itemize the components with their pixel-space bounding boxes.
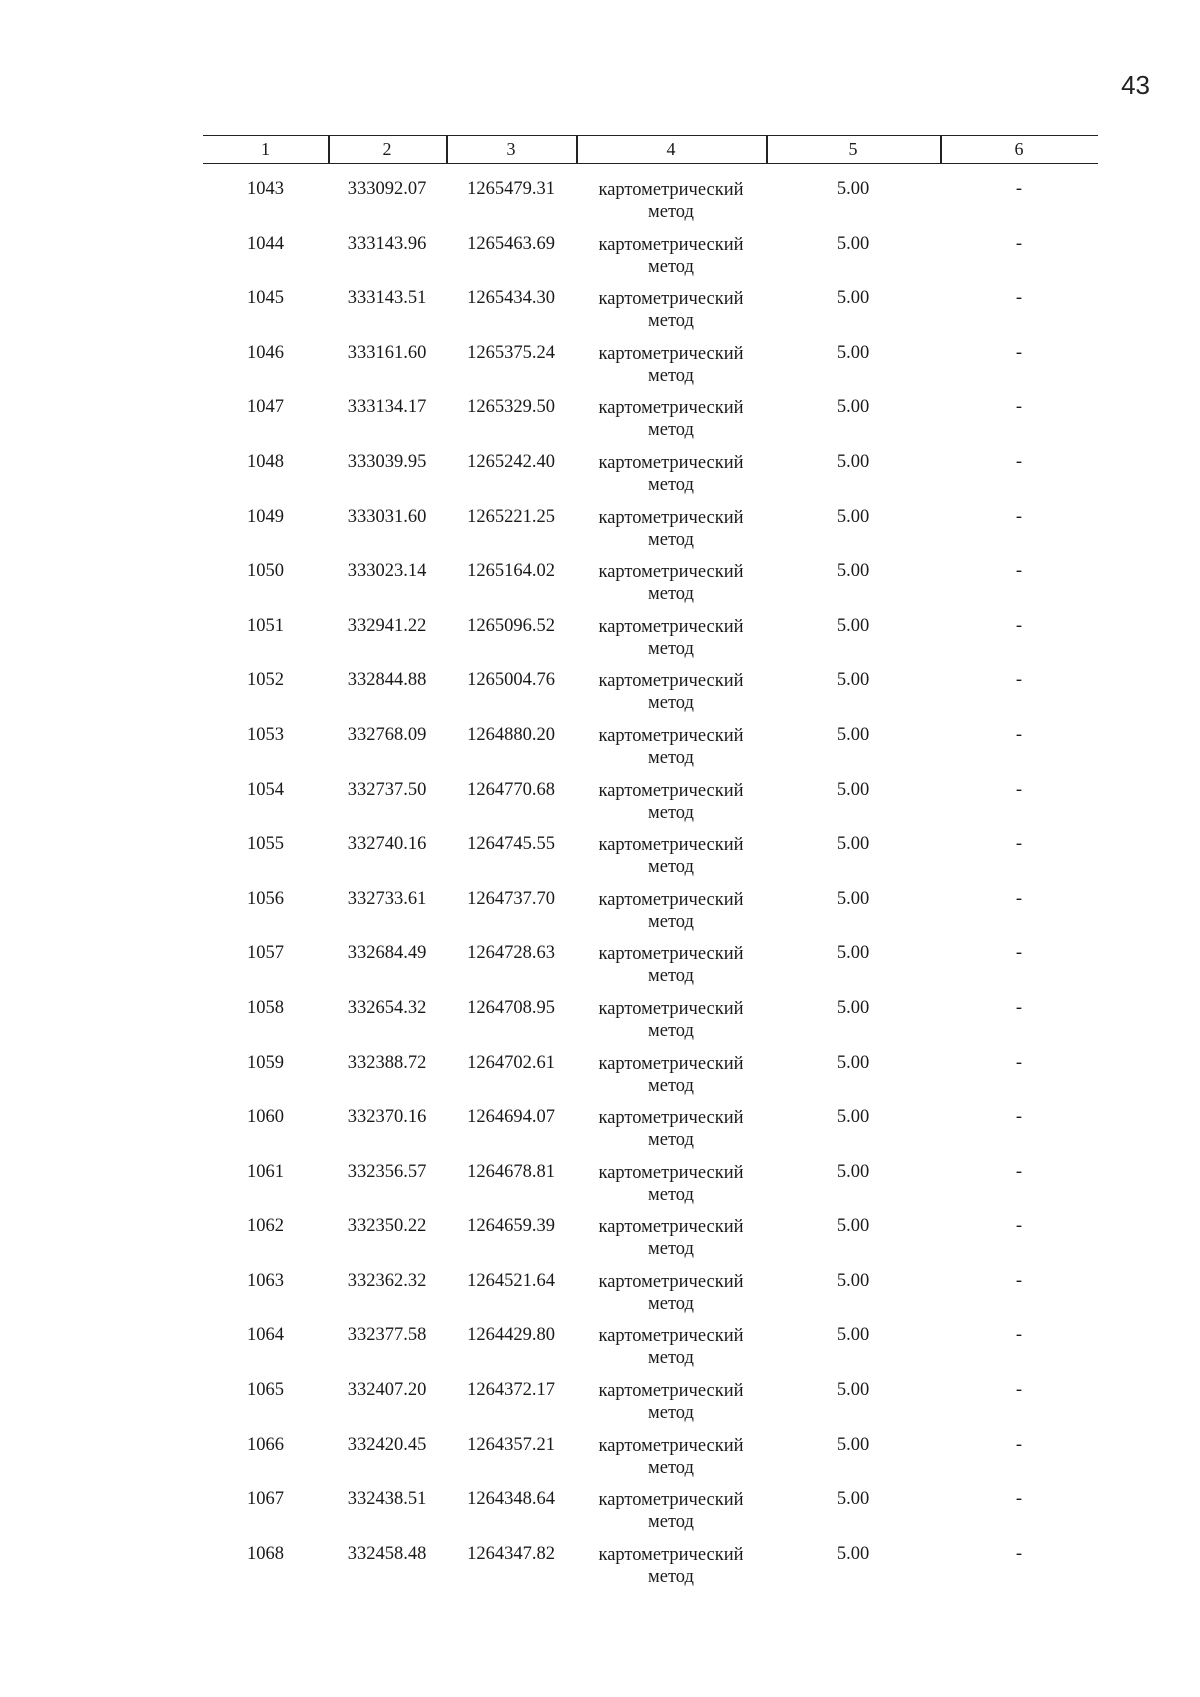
table-row <box>203 834 1098 889</box>
error-value: 5.00 <box>836 1052 870 1073</box>
method-cell <box>576 397 766 441</box>
coordinate-y: 1264728.63 <box>467 943 555 964</box>
point-id: 1048 <box>247 451 284 472</box>
point-id: 1067 <box>247 1489 284 1510</box>
table-row <box>203 1489 1098 1544</box>
point-id: 1057 <box>247 943 284 964</box>
note-value: - <box>1015 1107 1023 1128</box>
method-line-1: картометрический <box>598 234 744 255</box>
point-id: 1060 <box>247 1107 284 1128</box>
table-row <box>203 943 1098 998</box>
table-row <box>203 1435 1098 1490</box>
method-line-1: картометрический <box>598 889 744 910</box>
coordinate-x: 332768.09 <box>347 724 427 745</box>
method-line-2: метод <box>648 1239 694 1260</box>
point-id: 1045 <box>247 288 284 309</box>
table-row <box>203 561 1098 616</box>
error-value: 5.00 <box>836 1107 870 1128</box>
method-line-2: метод <box>648 256 694 277</box>
coordinate-y: 1265221.25 <box>467 506 555 527</box>
error-value: 5.00 <box>836 1325 870 1346</box>
note-value: - <box>1015 724 1023 745</box>
coordinate-x: 332350.22 <box>347 1216 427 1237</box>
coordinate-y: 1265479.31 <box>467 179 555 199</box>
coordinate-x: 333143.96 <box>347 233 427 254</box>
method-line-2: метод <box>648 693 694 714</box>
table-row <box>203 1162 1098 1217</box>
note-value: - <box>1015 1543 1023 1564</box>
error-value: 5.00 <box>836 397 870 418</box>
method-cell <box>576 1216 766 1260</box>
method-cell <box>576 1162 766 1206</box>
method-line-2: метод <box>648 747 694 768</box>
coordinate-y: 1265242.40 <box>467 451 555 472</box>
method-cell <box>576 998 766 1042</box>
table-row <box>203 452 1098 507</box>
table-row <box>203 1544 1098 1599</box>
point-id: 1050 <box>247 561 284 582</box>
method-cell <box>576 670 766 714</box>
coordinate-x: 333134.17 <box>347 397 427 418</box>
point-id: 1051 <box>247 615 284 636</box>
table-row <box>203 397 1098 452</box>
point-id: 1065 <box>247 1380 284 1401</box>
method-line-1: картометрический <box>598 998 744 1019</box>
point-id: 1056 <box>247 888 284 909</box>
method-line-1: картометрический <box>598 835 744 856</box>
method-cell <box>576 507 766 551</box>
method-line-2: метод <box>648 1130 694 1151</box>
method-line-1: картометрический <box>598 1490 744 1511</box>
method-line-2: метод <box>648 966 694 987</box>
error-value: 5.00 <box>836 1543 870 1564</box>
method-cell <box>576 834 766 878</box>
method-line-1: картометрический <box>598 1108 744 1129</box>
point-id: 1059 <box>247 1052 284 1073</box>
point-id: 1047 <box>247 397 284 418</box>
table-row <box>203 1216 1098 1271</box>
point-id: 1054 <box>247 779 284 800</box>
method-line-2: метод <box>648 911 694 932</box>
method-line-1: картометрический <box>598 1326 744 1347</box>
error-value: 5.00 <box>836 342 870 363</box>
coordinate-y: 1265463.69 <box>467 233 555 254</box>
note-value: - <box>1015 779 1023 800</box>
method-line-2: метод <box>648 1348 694 1369</box>
coordinate-y: 1264737.70 <box>467 888 555 909</box>
point-id: 1049 <box>247 506 284 527</box>
coordinate-x: 332684.49 <box>347 943 427 964</box>
error-value: 5.00 <box>836 997 870 1018</box>
point-id: 1061 <box>247 1161 284 1182</box>
method-line-1: картометрический <box>598 507 744 528</box>
method-cell <box>576 1107 766 1151</box>
method-line-1: картометрический <box>598 1381 744 1402</box>
error-value: 5.00 <box>836 615 870 636</box>
table-row <box>203 1053 1098 1108</box>
method-cell <box>576 1325 766 1369</box>
coordinate-x: 332733.61 <box>347 888 427 909</box>
method-line-1: картометрический <box>598 944 744 965</box>
method-line-1: картометрический <box>598 398 744 419</box>
note-value: - <box>1015 670 1023 691</box>
coordinate-x: 333039.95 <box>347 451 427 472</box>
method-cell <box>576 343 766 387</box>
coordinate-x: 332388.72 <box>347 1052 427 1073</box>
coordinate-y: 1265164.02 <box>467 561 555 582</box>
table-row <box>203 780 1098 835</box>
method-cell <box>576 234 766 278</box>
note-value: - <box>1015 1216 1023 1237</box>
table-row <box>203 670 1098 725</box>
method-line-2: метод <box>648 202 694 222</box>
coordinate-y: 1264678.81 <box>467 1161 555 1182</box>
note-value: - <box>1015 943 1023 964</box>
method-line-2: метод <box>648 1512 694 1533</box>
note-value: - <box>1015 615 1023 636</box>
error-value: 5.00 <box>836 943 870 964</box>
coordinate-x: 332438.51 <box>347 1489 427 1510</box>
note-value: - <box>1015 561 1023 582</box>
note-value: - <box>1015 1489 1023 1510</box>
method-cell <box>576 561 766 605</box>
table-row <box>203 1271 1098 1326</box>
point-id: 1062 <box>247 1216 284 1237</box>
note-value: - <box>1015 1325 1023 1346</box>
error-value: 5.00 <box>836 1380 870 1401</box>
coordinate-y: 1264372.17 <box>467 1380 555 1401</box>
column-header-2: 2 <box>382 139 392 159</box>
coordinate-x: 332654.32 <box>347 997 427 1018</box>
table-row <box>203 234 1098 289</box>
coordinate-y: 1264659.39 <box>467 1216 555 1237</box>
error-value: 5.00 <box>836 834 870 855</box>
method-line-2: метод <box>648 857 694 878</box>
coordinate-x: 333143.51 <box>347 288 427 309</box>
method-cell <box>576 288 766 332</box>
method-cell <box>576 1489 766 1533</box>
method-line-1: картометрический <box>598 1162 744 1183</box>
error-value: 5.00 <box>836 1489 870 1510</box>
coordinate-x: 332377.58 <box>347 1325 427 1346</box>
coordinate-y: 1264880.20 <box>467 724 555 745</box>
method-cell <box>576 1271 766 1315</box>
method-line-2: метод <box>648 1075 694 1096</box>
error-value: 5.00 <box>836 561 870 582</box>
note-value: - <box>1015 1161 1023 1182</box>
point-id: 1064 <box>247 1325 284 1346</box>
table-body <box>203 179 1098 1598</box>
coordinate-x: 333161.60 <box>347 342 427 363</box>
error-value: 5.00 <box>836 1216 870 1237</box>
column-header-5: 5 <box>848 139 858 159</box>
method-line-1: картометрический <box>598 616 744 637</box>
method-line-2: метод <box>648 1403 694 1424</box>
coordinate-x: 332941.22 <box>347 615 427 636</box>
coordinate-y: 1264429.80 <box>467 1325 555 1346</box>
point-id: 1046 <box>247 342 284 363</box>
note-value: - <box>1015 179 1023 199</box>
coordinate-y: 1264521.64 <box>467 1270 555 1291</box>
method-line-2: метод <box>648 1566 694 1587</box>
method-line-2: метод <box>648 529 694 550</box>
table-row <box>203 889 1098 944</box>
method-line-2: метод <box>648 311 694 332</box>
method-line-1: картометрический <box>598 1053 744 1074</box>
error-value: 5.00 <box>836 888 870 909</box>
coordinate-x: 332356.57 <box>347 1161 427 1182</box>
method-line-2: метод <box>648 1020 694 1041</box>
error-value: 5.00 <box>836 506 870 527</box>
method-cell <box>576 725 766 769</box>
table-row <box>203 1325 1098 1380</box>
error-value: 5.00 <box>836 724 870 745</box>
method-cell <box>576 889 766 933</box>
method-line-2: метод <box>648 1457 694 1478</box>
method-cell <box>576 1435 766 1479</box>
coordinates-table <box>203 135 1098 1598</box>
error-value: 5.00 <box>836 1161 870 1182</box>
coordinate-y: 1265329.50 <box>467 397 555 418</box>
point-id: 1044 <box>247 233 284 254</box>
method-line-1: картометрический <box>598 780 744 801</box>
column-header-3: 3 <box>506 139 516 159</box>
coordinate-x: 332740.16 <box>347 834 427 855</box>
coordinate-x: 332370.16 <box>347 1107 427 1128</box>
note-value: - <box>1015 1434 1023 1455</box>
point-id: 1063 <box>247 1270 284 1291</box>
error-value: 5.00 <box>836 1270 870 1291</box>
coordinate-y: 1265096.52 <box>467 615 555 636</box>
coordinate-y: 1264708.95 <box>467 997 555 1018</box>
note-value: - <box>1015 1270 1023 1291</box>
table-row <box>203 998 1098 1053</box>
method-line-1: картометрический <box>598 1217 744 1238</box>
method-line-2: метод <box>648 420 694 441</box>
method-cell <box>576 1053 766 1097</box>
coordinate-x: 333031.60 <box>347 506 427 527</box>
table-row <box>203 507 1098 562</box>
error-value: 5.00 <box>836 288 870 309</box>
point-id: 1068 <box>247 1543 284 1564</box>
method-line-1: картометрический <box>598 1271 744 1292</box>
column-header-6: 6 <box>1014 139 1024 159</box>
method-line-2: метод <box>648 365 694 386</box>
table-header <box>203 135 1098 164</box>
coordinate-x: 332362.32 <box>347 1270 427 1291</box>
method-cell <box>576 179 766 223</box>
error-value: 5.00 <box>836 670 870 691</box>
error-value: 5.00 <box>836 179 870 199</box>
note-value: - <box>1015 288 1023 309</box>
coordinate-y: 1265434.30 <box>467 288 555 309</box>
coordinate-x: 332737.50 <box>347 779 427 800</box>
table-row <box>203 288 1098 343</box>
coordinate-y: 1264702.61 <box>467 1052 555 1073</box>
method-cell <box>576 1544 766 1588</box>
coordinate-y: 1264694.07 <box>467 1107 555 1128</box>
coordinate-y: 1264745.55 <box>467 834 555 855</box>
method-line-1: картометрический <box>598 1544 744 1565</box>
point-id: 1043 <box>247 179 284 199</box>
point-id: 1058 <box>247 997 284 1018</box>
note-value: - <box>1015 997 1023 1018</box>
column-header-4: 4 <box>666 139 676 159</box>
coordinate-y: 1264357.21 <box>467 1434 555 1455</box>
method-cell <box>576 943 766 987</box>
method-line-2: метод <box>648 802 694 823</box>
error-value: 5.00 <box>836 233 870 254</box>
point-id: 1055 <box>247 834 284 855</box>
coordinate-x: 332458.48 <box>347 1543 427 1564</box>
table-row <box>203 616 1098 671</box>
note-value: - <box>1015 1380 1023 1401</box>
coordinate-x: 332407.20 <box>347 1380 427 1401</box>
method-line-2: метод <box>648 474 694 495</box>
method-line-2: метод <box>648 1293 694 1314</box>
coordinate-y: 1265375.24 <box>467 342 555 363</box>
method-cell <box>576 452 766 496</box>
note-value: - <box>1015 451 1023 472</box>
error-value: 5.00 <box>836 451 870 472</box>
coordinate-x: 332844.88 <box>347 670 427 691</box>
point-id: 1053 <box>247 724 284 745</box>
coordinate-y: 1265004.76 <box>467 670 555 691</box>
error-value: 5.00 <box>836 1434 870 1455</box>
note-value: - <box>1015 834 1023 855</box>
method-line-1: картометрический <box>598 671 744 692</box>
note-value: - <box>1015 397 1023 418</box>
coordinate-y: 1264770.68 <box>467 779 555 800</box>
note-value: - <box>1015 888 1023 909</box>
note-value: - <box>1015 506 1023 527</box>
point-id: 1066 <box>247 1434 284 1455</box>
method-cell <box>576 780 766 824</box>
table-row <box>203 1380 1098 1435</box>
error-value: 5.00 <box>836 779 870 800</box>
method-line-1: картометрический <box>598 180 744 200</box>
method-cell <box>576 616 766 660</box>
coordinate-x: 333092.07 <box>347 179 427 199</box>
method-line-1: картометрический <box>598 343 744 364</box>
method-line-1: картометрический <box>598 562 744 583</box>
coordinate-y: 1264348.64 <box>467 1489 555 1510</box>
method-line-1: картометрический <box>598 452 744 473</box>
method-line-2: метод <box>648 584 694 605</box>
table-row <box>203 179 1098 234</box>
table-row <box>203 1107 1098 1162</box>
column-header-1: 1 <box>261 139 270 159</box>
note-value: - <box>1015 342 1023 363</box>
coordinate-x: 332420.45 <box>347 1434 427 1455</box>
method-line-1: картометрический <box>598 1435 744 1456</box>
method-line-2: метод <box>648 1184 694 1205</box>
point-id: 1052 <box>247 670 284 691</box>
coordinate-x: 333023.14 <box>347 561 427 582</box>
table-row <box>203 725 1098 780</box>
coordinate-y: 1264347.82 <box>467 1543 555 1564</box>
method-line-2: метод <box>648 638 694 659</box>
note-value: - <box>1015 233 1023 254</box>
page-number: 43 <box>1121 70 1150 100</box>
method-cell <box>576 1380 766 1424</box>
method-line-1: картометрический <box>598 725 744 746</box>
note-value: - <box>1015 1052 1023 1073</box>
table-row <box>203 343 1098 398</box>
method-line-1: картометрический <box>598 289 744 310</box>
